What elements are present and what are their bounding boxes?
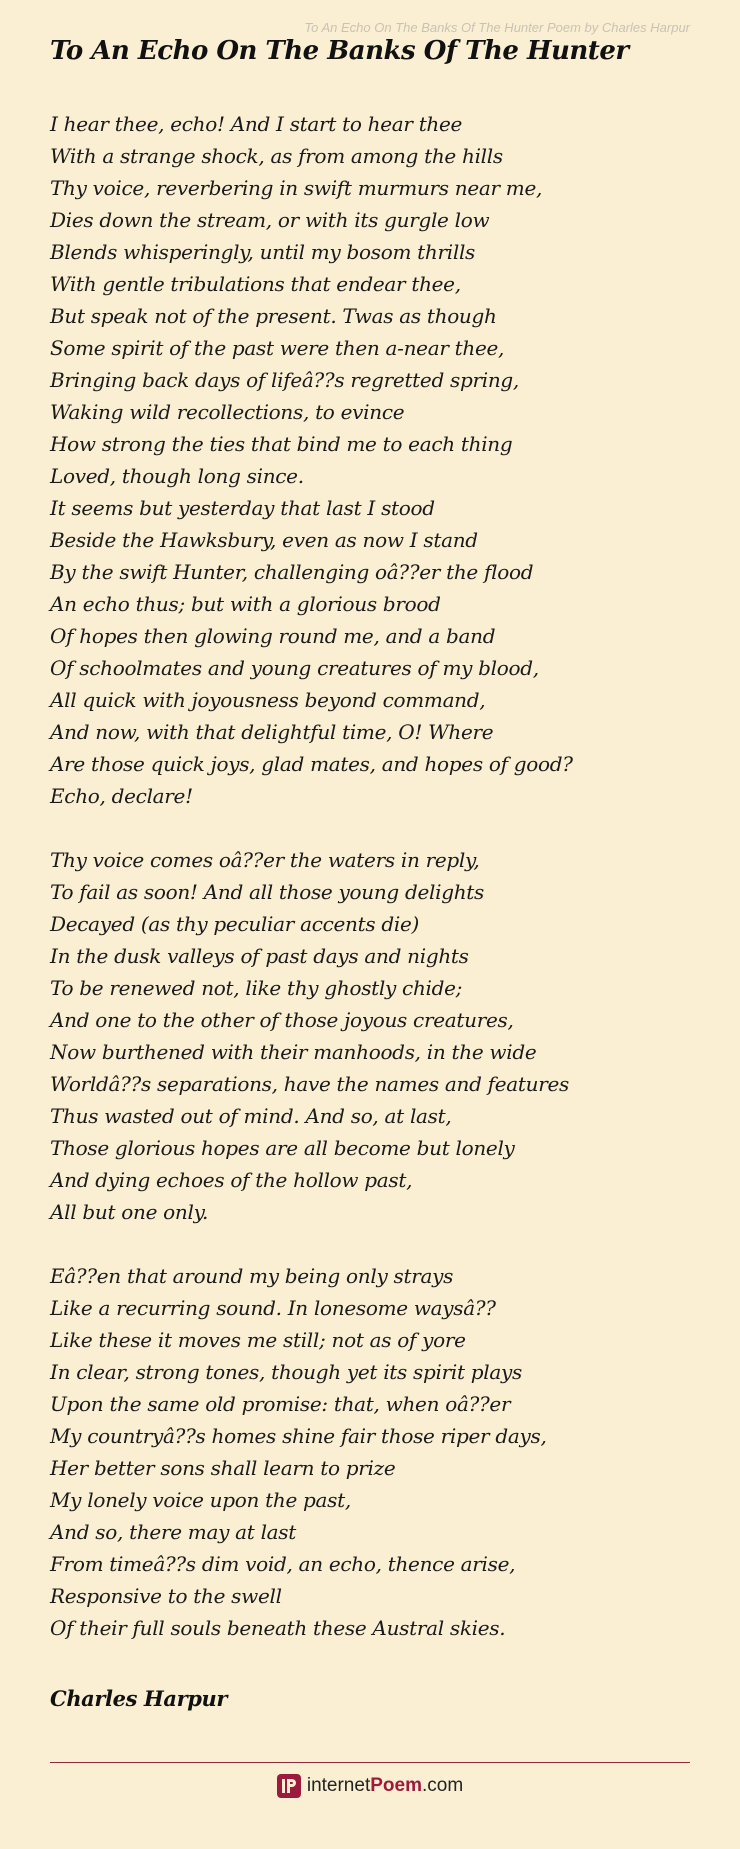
- poem-line: Waking wild recollections, to evince: [50, 400, 405, 424]
- poem-line: And so, there may at last: [50, 1520, 296, 1544]
- poem-line: Are those quick joys, glad mates, and hopes of good?: [50, 752, 573, 776]
- poem-line: And dying echoes of the hollow past,: [50, 1168, 413, 1192]
- poem-line: Thus wasted out of mind. And so, at last,: [50, 1104, 452, 1128]
- poem-line: Loved, though long since.: [50, 464, 304, 488]
- footer-divider: [50, 1762, 690, 1763]
- poem-line: Of their full souls beneath these Austral skies.: [50, 1616, 506, 1640]
- poem-line: All but one only.: [50, 1200, 209, 1224]
- poem-line: Now burthened with their manhoods, in the wide: [50, 1040, 537, 1064]
- poem-line: Some spirit of the past were then a-near thee,: [50, 336, 505, 360]
- poem-line: In the dusk valleys of past days and nights: [50, 944, 469, 968]
- footer-brand-link[interactable]: [0, 1774, 740, 1798]
- brand-bold: Poem: [370, 1775, 422, 1796]
- poem-line: Dies down the stream, or with its gurgle low: [50, 208, 490, 232]
- poem-line: And now, with that delightful time, O! Where: [50, 720, 494, 744]
- poem-line: Thy voice comes oâ??er the waters in reply,: [50, 848, 480, 872]
- header-caption: To An Echo On The Banks Of The Hunter Poem by Charles Harpur: [304, 20, 690, 35]
- poem-line: Responsive to the swell: [50, 1584, 282, 1608]
- poem-line: How strong the ties that bind me to each thing: [50, 432, 513, 456]
- poem-body: [50, 108, 710, 1676]
- poem-line: Like these it moves me still; not as of yore: [50, 1328, 466, 1352]
- poem-line: It seems but yesterday that last I stood: [50, 496, 435, 520]
- poem-line: By the swift Hunter, challenging oâ??er the flood: [50, 560, 534, 584]
- poem-line: Of schoolmates and young creatures of my blood,: [50, 656, 539, 680]
- poem-line: In clear, strong tones, though yet its spirit plays: [50, 1360, 522, 1384]
- poem-line: Blends whisperingly, until my bosom thrills: [50, 240, 476, 264]
- brand-suffix: .com: [421, 1775, 464, 1796]
- poem-stanza: [50, 108, 710, 812]
- poem-line: Worldâ??s separations, have the names and features: [50, 1072, 569, 1096]
- brand-prefix: internet: [306, 1775, 371, 1796]
- poem-line: With gentle tribulations that endear thee,: [50, 272, 461, 296]
- poem-line: My countryâ??s homes shine fair those riper days,: [50, 1424, 547, 1448]
- poem-line: All quick with joyousness beyond command,: [50, 688, 486, 712]
- internetpoem-logo-icon: [277, 1774, 301, 1798]
- poem-line: Like a recurring sound. In lonesome waysâ??: [50, 1296, 496, 1320]
- poem-line: My lonely voice upon the past,: [50, 1488, 351, 1512]
- poem-line: From timeâ??s dim void, an echo, thence arise,: [50, 1552, 516, 1576]
- poem-line: Of hopes then glowing round me, and a band: [50, 624, 496, 648]
- poem-line: Those glorious hopes are all become but lonely: [50, 1136, 515, 1160]
- poem-line: And one to the other of those joyous creatures,: [50, 1008, 514, 1032]
- poem-line: I hear thee, echo! And I start to hear thee: [50, 112, 463, 136]
- poem-line: Bringing back days of lifeâ??s regretted spring,: [50, 368, 519, 392]
- poem-title: To An Echo On The Banks Of The Hunter: [50, 36, 629, 66]
- poem-line: Upon the same old promise: that, when oâ??er: [50, 1392, 511, 1416]
- poem-line: An echo thus; but with a glorious brood: [50, 592, 441, 616]
- poem-line: Eâ??en that around my being only strays: [50, 1264, 454, 1288]
- poem-line: Thy voice, reverbering in swift murmurs near me,: [50, 176, 543, 200]
- brand-name: [307, 1775, 463, 1797]
- poem-stanza: [50, 1260, 710, 1644]
- poem-stanza: [50, 844, 710, 1228]
- poem-line: To be renewed not, like thy ghostly chide;: [50, 976, 463, 1000]
- poem-line: To fail as soon! And all those young delights: [50, 880, 484, 904]
- poem-author[interactable]: Charles Harpur: [50, 1686, 228, 1711]
- poem-line: With a strange shock, as from among the hills: [50, 144, 503, 168]
- poem-line: Beside the Hawksbury, even as now I stand: [50, 528, 478, 552]
- poem-line: Decayed (as thy peculiar accents die): [50, 912, 420, 936]
- poem-line: Echo, declare!: [50, 784, 193, 808]
- poem-line: Her better sons shall learn to prize: [50, 1456, 396, 1480]
- poem-line: But speak not of the present. Twas as though: [50, 304, 497, 328]
